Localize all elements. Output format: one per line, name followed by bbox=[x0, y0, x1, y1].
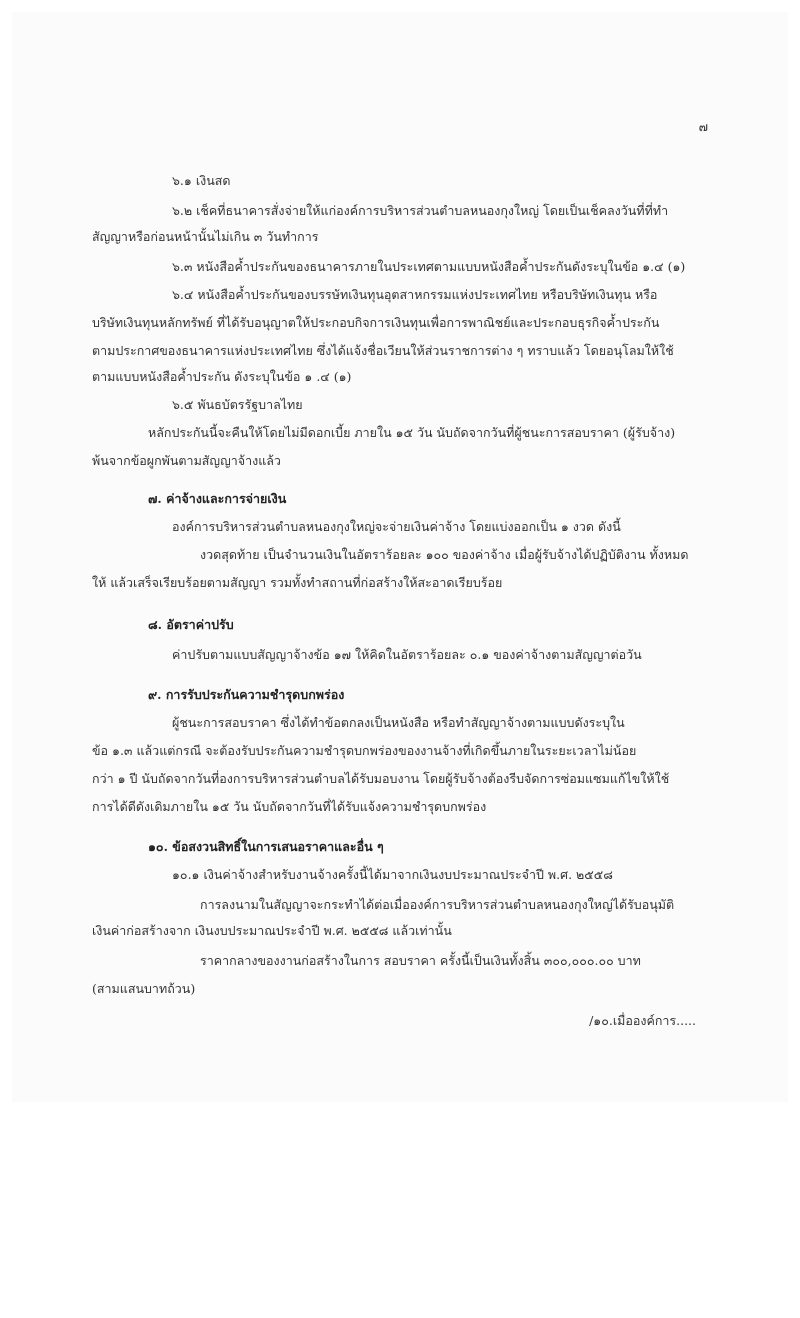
section9-line1: ผู้ชนะการสอบราคา ซึ่งได้ทำข้อตกลงเป็นหนังสือ หรือทำสัญญาจ้างตามแบบดังระบุใน bbox=[172, 715, 625, 730]
section6-item3: ๖.๓ หนังสือค้ำประกันของธนาคารภายในประเทศตามแบบหนังสือค้ำประกันดังระบุในข้อ ๑.๔ (๑) bbox=[172, 259, 686, 274]
section6-item2-line2: สัญญาหรือก่อนหน้านั้นไม่เกิน ๓ วันทำการ bbox=[92, 229, 319, 244]
section6-item1: ๖.๑ เงินสด bbox=[172, 173, 231, 188]
section6-item5: ๖.๕ พันธบัตรรัฐบาลไทย bbox=[172, 397, 303, 412]
section7-paragraph2-line2: ให้ แล้วเสร็จเรียบร้อยตามสัญญา รวมทั้งทำสถานที่ก่อสร้างให้สะอาดเรียบร้อย bbox=[92, 575, 503, 590]
section9-line4: การได้ดีดังเดิมภายใน ๑๕ วัน นับถัดจากวันที่ได้รับแจ้งความชำรุดบกพร่อง bbox=[92, 799, 487, 814]
section6-item4-line3: ตามประกาศของธนาคารแห่งประเทศไทย ซึ่งได้แจ้งชื่อเวียนให้ส่วนราชการต่าง ๆ ทราบแล้ว โดยอนุโลมให้ใช้ bbox=[92, 343, 674, 358]
section6-item2-line1: ๖.๒ เช็คที่ธนาคารสั่งจ่ายให้แก่องค์การบริหารส่วนตำบลหนองกุงใหญ่ โดยเป็นเช็คลงวันที่ที่ทำ bbox=[172, 203, 669, 218]
continuation-marker: /๑๐.เมื่อองค์การ..... bbox=[589, 1013, 696, 1028]
section10-item3-line1: ราคากลางของงานก่อสร้างในการ สอบราคา ครั้งนี้เป็นเงินทั้งสิ้น ๓๐๐,๐๐๐.๐๐ บาท bbox=[200, 953, 641, 968]
section10-item2-line1: การลงนามในสัญญาจะกระทำได้ต่อเมื่อองค์การบริหารส่วนตำบลหนองกุงใหญ่ได้รับอนุมัติ bbox=[200, 897, 675, 912]
section8-heading: ๘. อัตราค่าปรับ bbox=[148, 617, 234, 632]
section6-item4-line1: ๖.๔ หนังสือค้ำประกันของบรรษัทเงินทุนอุตสาหกรรมแห่งประเทศไทย หรือบริษัทเงินทุน หรือ bbox=[172, 287, 658, 302]
section9-line2: ข้อ ๑.๓ แล้วแต่กรณี จะต้องรับประกันความชำรุดบกพร่องของงานจ้างที่เกิดขึ้นภายในระยะเวลาไม่น้อย bbox=[92, 743, 637, 758]
section7-paragraph1: องค์การบริหารส่วนตำบลหนองกุงใหญ่จะจ่ายเงินค่าจ้าง โดยแบ่งออกเป็น ๑ งวด ดังนี้ bbox=[172, 519, 621, 534]
section10-item2-line2: เงินค่าก่อสร้างจาก เงินงบประมาณประจำปี พ.ศ. ๒๕๕๘ แล้วเท่านั้น bbox=[92, 923, 452, 938]
section6-item4-line4: ตามแบบหนังสือค้ำประกัน ดังระบุในข้อ ๑ .๔ (๑) bbox=[92, 369, 352, 384]
section6-item4-line2: บริษัทเงินทุนหลักทรัพย์ ที่ได้รับอนุญาตให้ประกอบกิจการเงินทุนเพื่อการพาณิชย์และประกอบธุรกิจค้ำประกัน bbox=[92, 315, 660, 330]
section10-item3-line2: (สามแสนบาทถ้วน) bbox=[92, 981, 196, 996]
section10-item1: ๑๐.๑ เงินค่าจ้างสำหรับงานจ้างครั้งนี้ได้มาจากเงินงบประมาณประจำปี พ.ศ. ๒๕๕๘ bbox=[172, 867, 613, 882]
section9-heading: ๙. การรับประกันความชำรุดบกพร่อง bbox=[148, 687, 345, 702]
section7-heading: ๗. ค่าจ้างและการจ่ายเงิน bbox=[148, 491, 287, 506]
guarantee-return-line2: พ้นจากข้อผูกพันตามสัญญาจ้างแล้ว bbox=[92, 453, 281, 468]
section7-paragraph2-line1: งวดสุดท้าย เป็นจำนวนเงินในอัตราร้อยละ ๑๐๐ ของค่าจ้าง เมื่อผู้รับจ้างได้ปฏิบัติงาน ทั้งหมด bbox=[200, 547, 689, 562]
page-number: ๗ bbox=[698, 119, 708, 134]
section9-line3: กว่า ๑ ปี นับถัดจากวันที่องการบริหารส่วนตำบลได้รับมอบงาน โดยผู้รับจ้างต้องรีบจัดการซ่อมแซมแก้ไขให้ใช้ bbox=[92, 771, 670, 786]
guarantee-return-line1: หลักประกันนี้จะคืนให้โดยไม่มีดอกเบี้ย ภายใน ๑๕ วัน นับถัดจากวันที่ผู้ชนะการสอบราคา (ผู้รับจ้าง) bbox=[148, 425, 676, 440]
section10-heading: ๑๐. ข้อสงวนสิทธิ์ในการเสนอราคาและอื่น ๆ bbox=[148, 839, 384, 854]
section8-paragraph1: ค่าปรับตามแบบสัญญาจ้างข้อ ๑๗ ให้คิดในอัตราร้อยละ ๐.๑ ของค่าจ้างตามสัญญาต่อวัน bbox=[172, 647, 642, 662]
